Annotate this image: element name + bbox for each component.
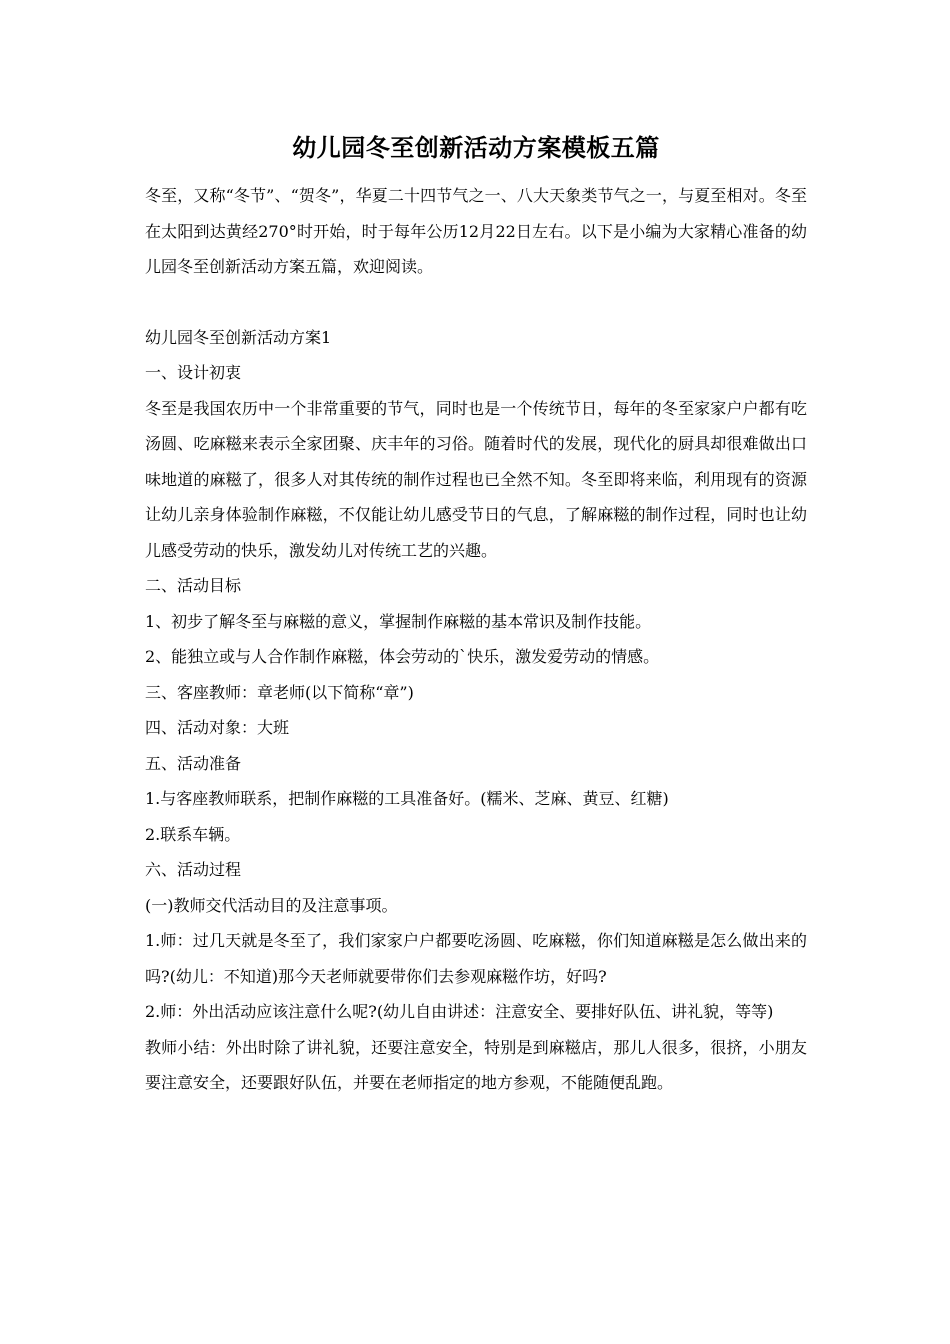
process-question-2: 2.师：外出活动应该注意什么呢?(幼儿自由讲述：注意安全、要排好队伍、讲礼貌，等等) — [145, 1002, 774, 1021]
document-page — [145, 128, 807, 1101]
teacher-summary: 教师小结：外出时除了讲礼貌，还要注意安全，特别是到麻糍店，那儿人很多，很挤，小朋友要注意安全，还要跟好队伍，并要在老师指定的地方参观，不能随便乱跑。 — [145, 1037, 807, 1092]
goal-item-2: 2、能独立或与人合作制作麻糍，体会劳动的`快乐，激发爱劳动的情感。 — [145, 647, 660, 666]
heading-guest-teacher: 三、客座教师：章老师(以下简称“章”) — [145, 682, 414, 702]
heading-activity-process: 六、活动过程 — [145, 860, 242, 879]
process-question-1: 1.师：过几天就是冬至了，我们家家户户都要吃汤圆、吃麻糍，你们知道麻糍是怎么做出来的吗?(幼儿：不知道)那今天老师就要带你们去参观麻糍作坊，好吗? — [145, 931, 807, 986]
heading-activity-preparation: 五、活动准备 — [145, 753, 242, 773]
process-step-1: (一)教师交代活动目的及注意事项。 — [145, 895, 398, 915]
document-title: 幼儿园冬至创新活动方案模板五篇 — [292, 133, 660, 162]
intro-paragraph: 冬至，又称“冬节”、“贺冬”，华夏二十四节气之一、八大天象类节气之一，与夏至相对。冬至在太阳到达黄经270°时开始，时于每年公历12月22日左右。以下是小编为大家精心准备的幼儿园冬至创新活动方案五篇，欢迎阅读。 — [145, 186, 807, 276]
section-title: 幼儿园冬至创新活动方案1 — [145, 327, 332, 347]
heading-activity-target: 四、活动对象：大班 — [145, 718, 290, 737]
goal-item-1: 1、初步了解冬至与麻糍的意义，掌握制作麻糍的基本常识及制作技能。 — [145, 611, 652, 631]
preparation-item-1: 1.与客座教师联系，把制作麻糍的工具准备好。(糯米、芝麻、黄豆、红糖) — [145, 789, 669, 808]
heading-activity-goals: 二、活动目标 — [145, 576, 242, 595]
preparation-item-2: 2.联系车辆。 — [145, 824, 241, 844]
heading-design-intent: 一、设计初衷 — [145, 363, 242, 382]
design-intent-paragraph: 冬至是我国农历中一个非常重要的节气，同时也是一个传统节日，每年的冬至家家户户都有吃汤圆、吃麻糍来表示全家团聚、庆丰年的习俗。随着时代的发展，现代化的厨具却很难做出口味地道的麻糍了，很多人对其传统的制作过程也已全然不知。冬至即将来临，利用现有的资源让幼儿亲身体验制作麻糍，不仅能让幼儿感受节日的气息，了解麻糍的制作过程，同时也让幼儿感受劳动的快乐，激发幼儿对传统工艺的兴趣。 — [145, 398, 807, 560]
